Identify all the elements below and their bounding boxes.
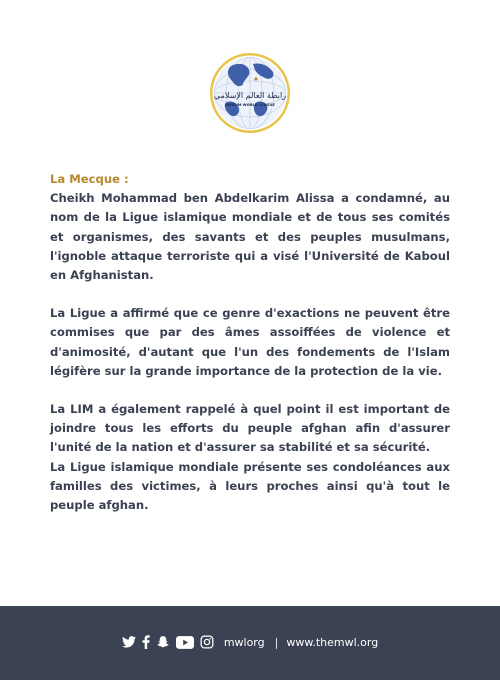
website-link[interactable]: www.themwl.org bbox=[286, 635, 379, 649]
article-location: La Mecque : bbox=[50, 172, 129, 186]
paragraph-2: La Ligue a affirmé que ce genre d'exactions ne peuvent être commises que par des âmes assoiffées de violence et d'animosité, d'autant que l'un des fondements de l'Islam légifère sur la grande importance de la protection de la vie. bbox=[50, 306, 450, 378]
social-icons bbox=[122, 635, 214, 649]
paragraph-gap bbox=[50, 381, 450, 400]
youtube-icon[interactable] bbox=[176, 636, 194, 649]
paragraph-gap bbox=[50, 285, 450, 304]
muslim-world-league-logo bbox=[209, 52, 291, 134]
logo-english-text: MUSLIM WORLD LEAGUE bbox=[225, 103, 275, 107]
article-body bbox=[50, 170, 450, 515]
twitter-icon[interactable] bbox=[122, 636, 136, 648]
footer-contact-row bbox=[0, 632, 500, 652]
paragraph-3: La LIM a également rappelé à quel point il est important de joindre tous les efforts du peuple afghan afin d'assurer l'unité de la nation et d'assurer sa stabilité et sa sécurité. bbox=[50, 402, 450, 455]
social-handle[interactable]: mwlorg bbox=[223, 635, 265, 649]
logo-arabic-text: رابطة العالم الإسلامي bbox=[213, 91, 287, 100]
footer-bar bbox=[0, 606, 500, 680]
instagram-icon[interactable] bbox=[200, 635, 214, 649]
snapchat-icon[interactable] bbox=[156, 635, 170, 649]
paragraph-1: Cheikh Mohammad ben Abdelkarim Alissa a condamné, au nom de la Ligue islamique mondiale et de tous ses comités et organismes, des savants et des peuples musulmans, l'ignoble attaque terroriste qui a visé l'Université de Kaboul en Afghanistan. bbox=[50, 191, 450, 283]
footer-separator: | bbox=[274, 635, 279, 649]
facebook-icon[interactable] bbox=[142, 635, 150, 649]
paragraph-4: La Ligue islamique mondiale présente ses condoléances aux familles des victimes, à leurs proches ainsi qu'à tout le peuple afghan. bbox=[50, 459, 450, 513]
